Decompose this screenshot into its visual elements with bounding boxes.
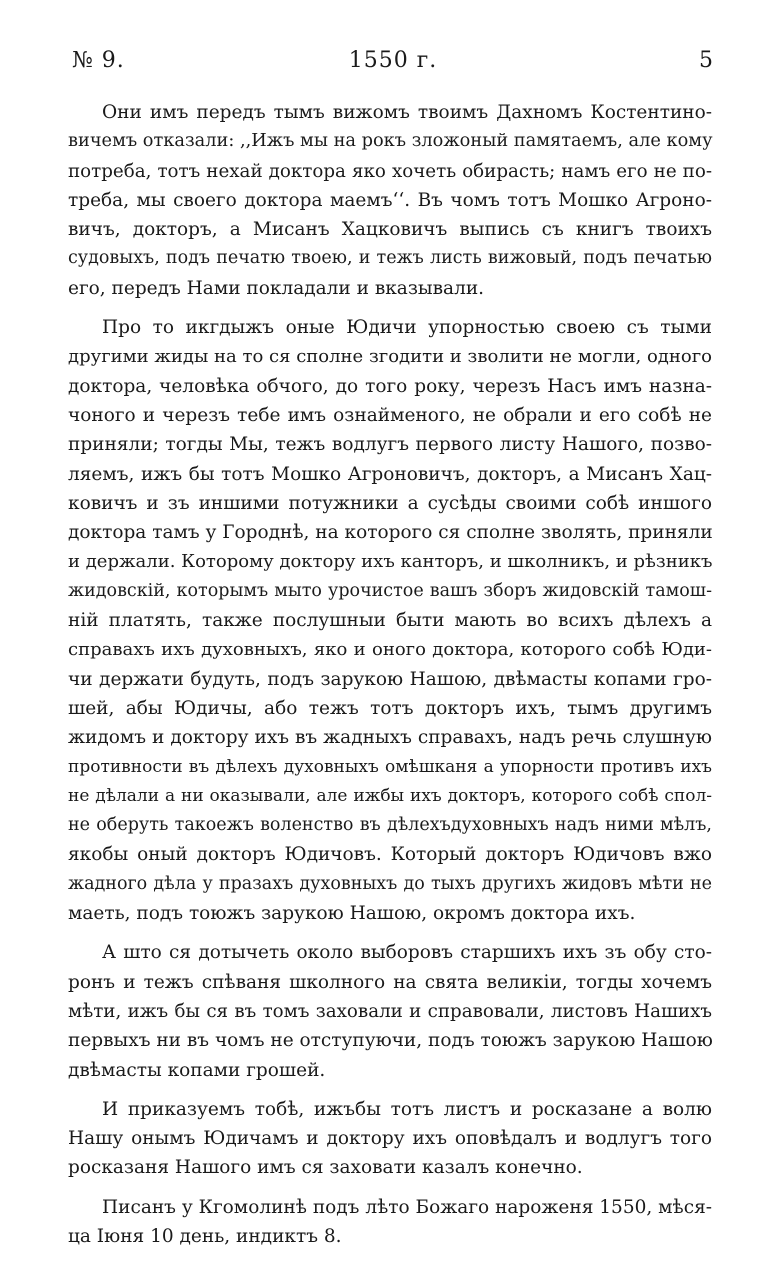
- text-line: его, передъ Нами покладали и вказывали.: [68, 277, 485, 299]
- text-line: ляемъ, ижъ бы тотъ Мошко Агроновичъ, докторъ, а Мисанъ Хац-: [68, 463, 712, 485]
- text-line: потреба, тотъ нехай доктора яко хочеть обирасть; намъ его не по-: [68, 160, 712, 182]
- text-line: другими жиды на то ся сполне згодити и зволити не могли, одного: [68, 346, 712, 368]
- paragraph: [68, 938, 712, 1084]
- text-line: доктора тамъ у Городнѣ, на которого ся сполне зволять, приняли: [68, 522, 713, 544]
- text-line: справахъ ихъ духовныхъ, яко и оного доктора, которого собѣ Юди-: [68, 639, 712, 661]
- text-line: вичъ, докторъ, а Мисанъ Хацковичъ выпись съ книгъ твоихъ: [68, 219, 712, 241]
- text-line: И приказуемъ тобѣ, ижъбы тотъ листъ и росказане а волю: [102, 1098, 712, 1120]
- text-line: росказаня Нашого имъ ся заховати казалъ конечно.: [68, 1157, 583, 1179]
- text-line: чи держати будуть, подъ зарукою Нашою, двѣмасты копами гро-: [68, 668, 712, 690]
- text-line: двѣмасты копами грошей.: [68, 1059, 326, 1081]
- text-line: якобы оный докторъ Юдичовъ. Который докторъ Юдичовъ вжо: [68, 844, 712, 866]
- text-line: шей, абы Юдичы, або тежъ тотъ докторъ ихъ, тымъ другимъ: [68, 697, 712, 719]
- text-line: вичемъ отказали: ,,Ижъ мы на рокъ зложоный памятаемъ, але кому: [68, 131, 713, 152]
- text-line: ній платять, также послушныи быти мають во всихъ дѣлехъ а: [68, 610, 712, 632]
- document-year: 1550 г.: [348, 48, 438, 73]
- text-line: ковичъ и зъ иншими потужники а сусѣды своими собѣ иншого: [68, 492, 712, 514]
- document-number: № 9.: [72, 48, 125, 73]
- text-line: жидомъ и доктору ихъ въ жадныхъ справахъ, надъ речь слушную: [68, 727, 712, 749]
- text-line: Они имъ передъ тымъ вижомъ твоимъ Дахномъ Костентино-: [102, 102, 712, 123]
- text-line: доктора, человѣка обчого, до того року, черезъ Насъ имъ назна-: [68, 375, 712, 397]
- text-line: судовыхъ, подъ печатю твоею, и тежъ листь вижовый, подъ печатью: [68, 248, 712, 269]
- running-header: [72, 48, 714, 80]
- text-line: приняли; тогды Мы, тежъ водлугъ первого листу Нашого, позво-: [68, 434, 712, 456]
- document-body: [68, 98, 712, 1261]
- paragraph: [68, 1095, 712, 1183]
- text-line: Нашу онымъ Юдичамъ и доктору ихъ оповѣдалъ и водлугъ того: [68, 1128, 712, 1150]
- paragraph: [68, 98, 712, 303]
- paragraph: [68, 313, 712, 928]
- page-number: 5: [699, 48, 714, 73]
- text-line: и держали. Которому доктору ихъ канторъ, и школникъ, и рѣзникъ: [68, 551, 713, 573]
- text-line: жадного дѣла у празахъ духовныхъ до тыхъ другихъ жидовъ мѣти не: [68, 873, 712, 894]
- text-line: мѣти, ижъ бы ся въ томъ заховали и справовали, листовъ Нашихъ: [68, 1000, 712, 1022]
- text-line: А што ся дотычеть около выборовъ старшихъ ихъ зъ обу сто-: [102, 942, 712, 964]
- text-line: первыхъ ни въ чомъ не отступуючи, подъ тоюжъ зарукою Нашою: [68, 1030, 713, 1052]
- text-line: противности въ дѣлехъ духовныхъ омѣшканя а упорности противъ ихъ: [68, 756, 712, 777]
- paragraph: [68, 1193, 712, 1252]
- text-line: ронъ и тежъ спѣваня школного на свята великіи, тогды хочемъ: [68, 971, 712, 993]
- text-line: треба, мы своего доктора маемъ‘‘. Въ чомъ тотъ Мошко Агроно-: [68, 189, 712, 211]
- text-line: ца Іюня 10 день, индиктъ 8.: [68, 1225, 342, 1247]
- text-line: жидовскій, которымъ мыто урочистое вашъ зборъ жидовскій тамош-: [68, 580, 712, 601]
- text-line: не дѣлали а ни оказывали, але ижбы ихъ докторъ, которого собѣ спол-: [68, 785, 712, 806]
- text-line: не оберуть такоежъ воленство въ дѣлехъдуховныхъ надъ ними мѣлъ,: [68, 815, 712, 836]
- text-line: чоного и черезъ тебе имъ ознайменого, не обрали и его собѣ не: [68, 404, 712, 426]
- text-line: Про то икгдыжъ оные Юдичи упорностью своею съ тыми: [102, 317, 712, 339]
- text-line: Писанъ у Кгомолинѣ подъ лѣто Божаго нароженя 1550, мѣся-: [102, 1196, 712, 1218]
- text-line: маеть, подъ тоюжъ зарукою Нашою, окромъ доктора ихъ.: [68, 903, 636, 925]
